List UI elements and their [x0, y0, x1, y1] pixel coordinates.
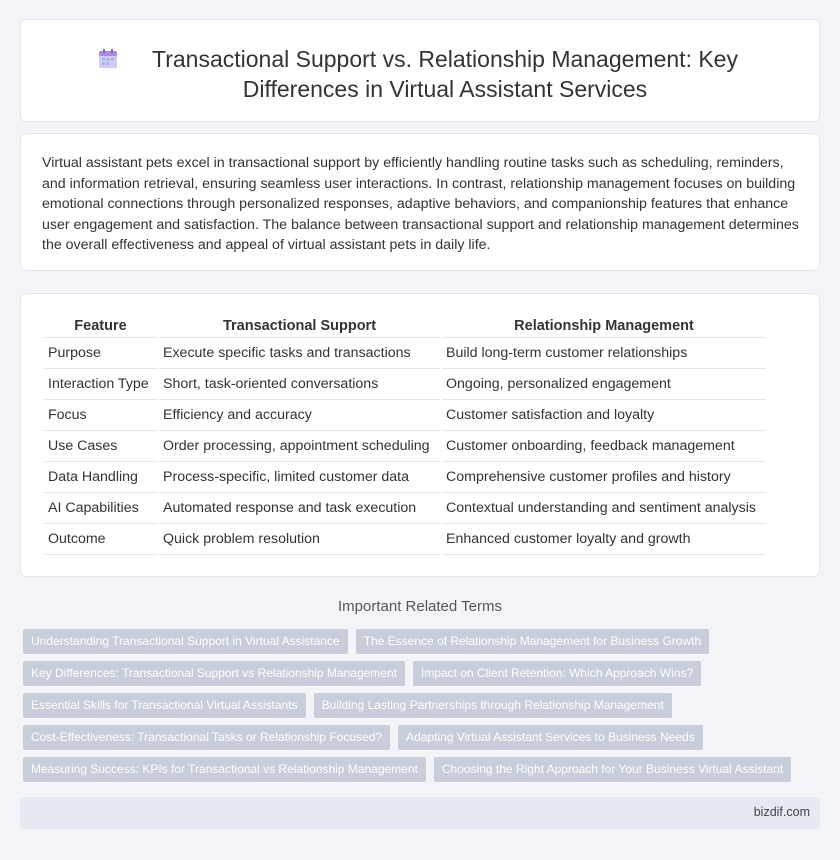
table-cell: Enhanced customer loyalty and growth [442, 524, 766, 555]
calendar-icon [96, 47, 120, 71]
related-term-link[interactable]: Building Lasting Partnerships through Relationship Management [314, 693, 672, 718]
related-term-link[interactable]: The Essence of Relationship Management for Business Growth [356, 629, 710, 654]
related-term-link[interactable]: Choosing the Right Approach for Your Business Virtual Assistant [434, 757, 791, 782]
related-terms-list [23, 629, 823, 789]
table-cell: Focus [44, 400, 157, 431]
intro-card [20, 133, 820, 271]
table-row [44, 493, 766, 524]
table-cell: Contextual understanding and sentiment analysis [442, 493, 766, 524]
table-row [44, 369, 766, 400]
footer [20, 797, 820, 829]
table-cell: Comprehensive customer profiles and history [442, 462, 766, 493]
tag-row [23, 725, 823, 750]
related-term-link[interactable]: Cost-Effectiveness: Transactional Tasks or Relationship Focused? [23, 725, 390, 750]
table-cell: Data Handling [44, 462, 157, 493]
table-row [44, 400, 766, 431]
comparison-table [42, 315, 768, 555]
table-cell: Build long-term customer relationships [442, 338, 766, 369]
related-term-link[interactable]: Understanding Transactional Support in Virtual Assistance [23, 629, 348, 654]
table-cell: Use Cases [44, 431, 157, 462]
related-term-link[interactable]: Essential Skills for Transactional Virtual Assistants [23, 693, 306, 718]
table-cell: Execute specific tasks and transactions [159, 338, 440, 369]
table-cell: Short, task-oriented conversations [159, 369, 440, 400]
table-cell: Process-specific, limited customer data [159, 462, 440, 493]
header-relationship: Relationship Management [442, 315, 766, 338]
tag-row [23, 661, 823, 686]
related-terms-heading: Important Related Terms [338, 598, 502, 615]
header-transactional: Transactional Support [159, 315, 440, 338]
table-cell: Automated response and task execution [159, 493, 440, 524]
related-term-link[interactable]: Impact on Client Retention: Which Approach Wins? [413, 661, 701, 686]
table-row [44, 431, 766, 462]
tag-row [23, 629, 823, 654]
related-term-link[interactable]: Key Differences: Transactional Support vs Relationship Management [23, 661, 405, 686]
table-cell: Customer onboarding, feedback management [442, 431, 766, 462]
table-row [44, 338, 766, 369]
table-cell: Order processing, appointment scheduling [159, 431, 440, 462]
related-term-link[interactable]: Adapting Virtual Assistant Services to Business Needs [398, 725, 703, 750]
table-cell: Purpose [44, 338, 157, 369]
comparison-card [20, 293, 820, 577]
tag-row [23, 693, 823, 718]
table-cell: Quick problem resolution [159, 524, 440, 555]
table-cell: Ongoing, personalized engagement [442, 369, 766, 400]
table-cell: Efficiency and accuracy [159, 400, 440, 431]
page-title: Transactional Support vs. Relationship Management: Key Differences in Virtual Assistant Services [152, 46, 738, 102]
table-cell: Outcome [44, 524, 157, 555]
table-cell: Interaction Type [44, 369, 157, 400]
table-header-row [44, 315, 766, 338]
table-row [44, 462, 766, 493]
table-cell: Customer satisfaction and loyalty [442, 400, 766, 431]
tag-row [23, 757, 823, 782]
title-wrap [21, 44, 819, 104]
table-cell: AI Capabilities [44, 493, 157, 524]
table-row [44, 524, 766, 555]
intro-paragraph: Virtual assistant pets excel in transactional support by efficiently handling routine tasks such as scheduling, reminders, and information retrieval, ensuring seamless user interactions. In contrast, relationship management focuses on building emotional connections through personalized responses, adaptive behaviors, and companionship features that enhance user engagement and satisfaction. The balance between transactional support and relationship management determines the overall effectiveness and appeal of virtual assistant pets in daily life. [42, 155, 799, 253]
site-link[interactable]: bizdif.com [753, 805, 810, 819]
related-term-link[interactable]: Measuring Success: KPIs for Transactional vs Relationship Management [23, 757, 426, 782]
title-card [20, 19, 820, 122]
header-feature: Feature [44, 315, 157, 338]
